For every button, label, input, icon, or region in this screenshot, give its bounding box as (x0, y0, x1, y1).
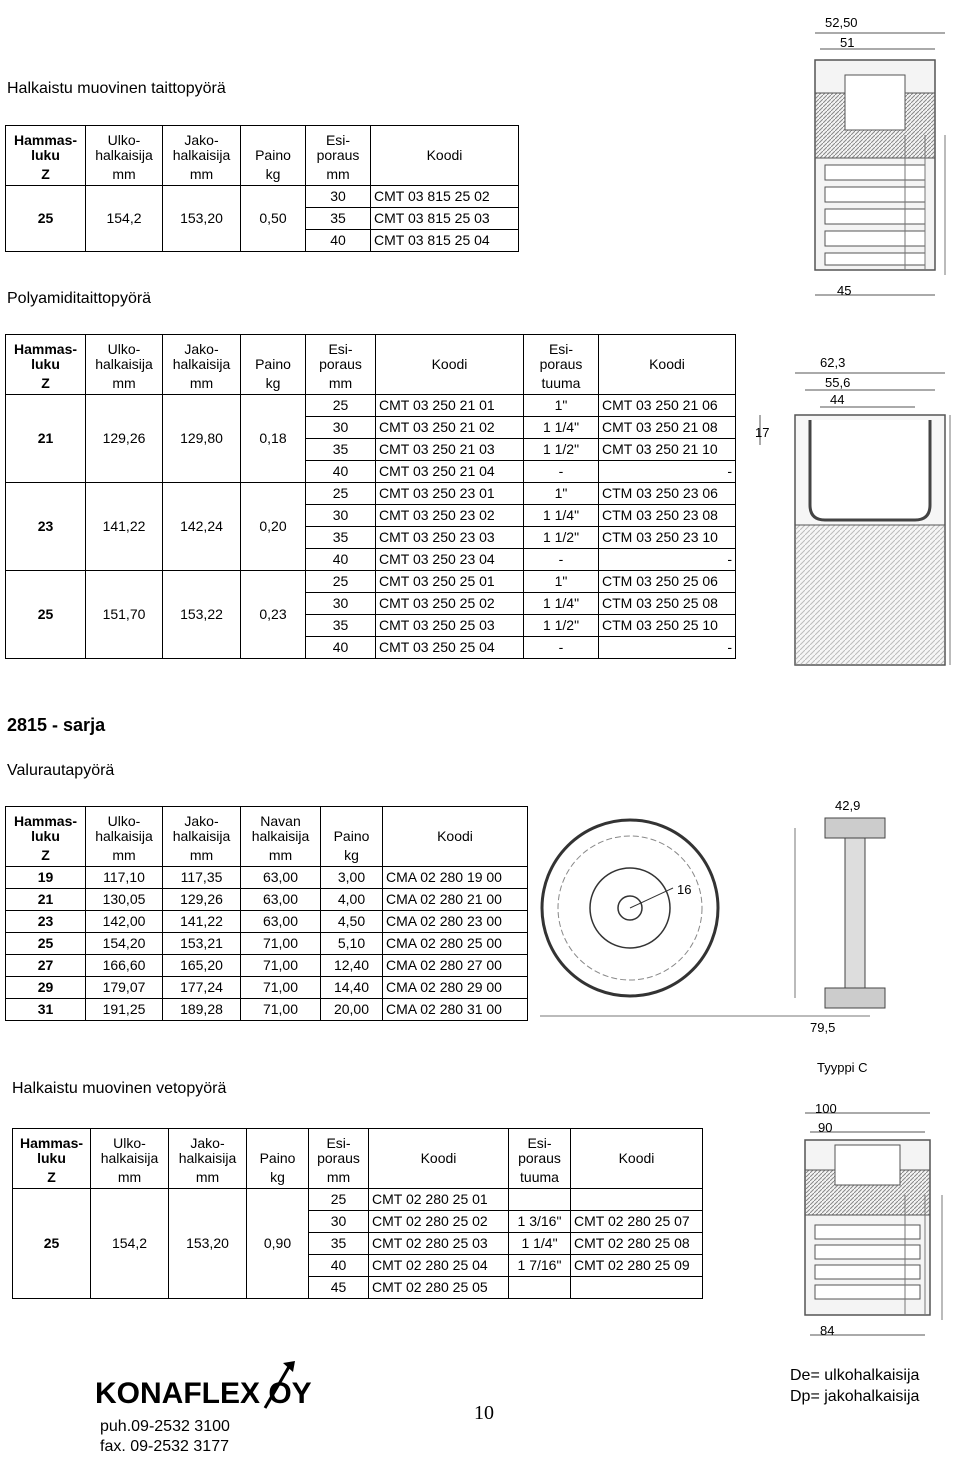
header-cell: Jako- halkaisija (163, 126, 241, 164)
header-cell: Esi- poraus (524, 335, 599, 373)
table-row: 40 CMT 02 280 25 04 1 7/16" CMT 02 280 25 09 (13, 1255, 703, 1277)
header-cell: Hammas- luku (13, 1129, 91, 1167)
table-row: 40 CMT 03 250 21 04 - - (6, 461, 736, 483)
table-row: 30 CMT 02 280 25 02 1 3/16" CMT 02 280 25 07 (13, 1211, 703, 1233)
dim-label: 84 (820, 1323, 835, 1338)
header-cell: Hammas- luku (6, 335, 86, 373)
header-cell: Ulko- halkaisija (86, 126, 163, 164)
legend-de: De= ulkohalkaisija (790, 1367, 920, 1384)
header-cell: Koodi (571, 1129, 703, 1167)
dim-label: 16 (677, 882, 692, 897)
header-cell: Ulko- halkaisija (86, 807, 163, 845)
section3-table (5, 806, 528, 1021)
phone-number: puh.09-2532 3100 (100, 1418, 230, 1435)
table-row: 40 CMT 03 815 25 04 (6, 230, 519, 252)
header-cell: Hammas- luku (6, 807, 86, 845)
table-row: 25 154,2 153,20 0,90 25 CMT 02 280 25 01 (13, 1189, 703, 1211)
table-row: 25 154,2 153,20 0,50 30 CMT 03 815 25 02 (6, 186, 519, 208)
dim-label: 100 (815, 1101, 837, 1116)
table-row: 29 179,07 177,24 71,00 14,40 CMA 02 280 29 00 (6, 977, 528, 999)
header-cell: Koodi (383, 807, 528, 845)
table-row: 21 129,26 129,80 0,18 25 CMT 03 250 21 01 1" CMT 03 250 21 06 (6, 395, 736, 417)
table-row: 19 117,10 117,35 63,00 3,00 CMA 02 280 19 00 (6, 867, 528, 889)
section4-title: Halkaistu muovinen vetopyörä (12, 1080, 227, 1097)
header-cell: Koodi (599, 335, 736, 373)
table-row: 27 166,60 165,20 71,00 12,40 CMA 02 280 27 00 (6, 955, 528, 977)
dim-label: 62,3 (820, 355, 846, 370)
dim-label: 55,6 (825, 375, 851, 390)
page-number: 10 (474, 1402, 494, 1424)
units-row: Z mm mm kg mm tuuma (13, 1167, 703, 1189)
table-row: 30 CMT 03 250 25 02 1 1/4" CTM 03 250 25 08 (6, 593, 736, 615)
type-label: Tyyppi C (817, 1060, 868, 1075)
table-row: 35 CMT 03 250 23 03 1 1/2" CTM 03 250 23 10 (6, 527, 736, 549)
header-cell: Esi- poraus (306, 126, 371, 164)
dim-label: 44 (830, 392, 845, 407)
table-row: 35 CMT 02 280 25 03 1 1/4" CMT 02 280 25 08 (13, 1233, 703, 1255)
cast-iron-sprocket-drawing (525, 798, 905, 1038)
header-cell: Koodi (376, 335, 524, 373)
dim-label: 90 (818, 1120, 833, 1135)
table-row: 21 130,05 129,26 63,00 4,00 CMA 02 280 21 00 (6, 889, 528, 911)
header-cell: Paino (241, 126, 306, 164)
gear-wheel-icon (542, 820, 718, 996)
table-row: 31 191,25 189,28 71,00 20,00 CMA 02 280 31 00 (6, 999, 528, 1021)
table-row: 25 154,20 153,21 71,00 5,10 CMA 02 280 25 00 (6, 933, 528, 955)
split-plastic-sprocket-drawing (795, 15, 955, 305)
header-cell: Jako- halkaisija (163, 335, 241, 373)
dim-label: 45 (837, 283, 852, 298)
header-cell: Paino (241, 335, 306, 373)
table-row: 23 141,22 142,24 0,20 25 CMT 03 250 23 01 1" CTM 03 250 23 06 (6, 483, 736, 505)
section3-title: Valurautapyörä (7, 762, 115, 779)
header-cell: Ulko- halkaisija (86, 335, 163, 373)
header-cell: Ulko- halkaisija (91, 1129, 169, 1167)
table-row: 35 CMT 03 250 25 03 1 1/2" CTM 03 250 25 10 (6, 615, 736, 637)
dim-label: 52,50 (825, 15, 858, 30)
table-row: 35 CMT 03 250 21 03 1 1/2" CMT 03 250 21 10 (6, 439, 736, 461)
header-cell: Esi- poraus (509, 1129, 571, 1167)
header-cell: Esi- poraus (309, 1129, 369, 1167)
section2-title: Polyamiditaittopyörä (7, 290, 152, 307)
table-row: 40 CMT 03 250 23 04 - - (6, 549, 736, 571)
table-row: 30 CMT 03 250 23 02 1 1/4" CTM 03 250 23 08 (6, 505, 736, 527)
table-row: 45 CMT 02 280 25 05 (13, 1277, 703, 1299)
header-cell: Jako- halkaisija (163, 807, 241, 845)
header-cell: Jako- halkaisija (169, 1129, 247, 1167)
header-cell: Koodi (369, 1129, 509, 1167)
header-cell: Paino (321, 807, 383, 845)
polyamide-sprocket-drawing (755, 345, 955, 675)
dim-label: 17 (755, 425, 770, 440)
header-cell: Esi- poraus (306, 335, 376, 373)
table-row: 30 CMT 03 250 21 02 1 1/4" CMT 03 250 21 08 (6, 417, 736, 439)
units-row: Z mm mm kg mm tuuma (6, 373, 736, 395)
table-row: 25 151,70 153,22 0,23 25 CMT 03 250 25 01 1" CTM 03 250 25 06 (6, 571, 736, 593)
table-row: 40 CMT 03 250 25 04 - - (6, 637, 736, 659)
table-row: 23 142,00 141,22 63,00 4,50 CMA 02 280 23 00 (6, 911, 528, 933)
header-cell: Hammas- luku (6, 126, 86, 164)
section1-title: Halkaistu muovinen taittopyörä (7, 80, 226, 97)
dim-label: 79,5 (810, 1020, 836, 1035)
dim-label: 42,9 (835, 798, 861, 813)
series-title: 2815 - sarja (7, 715, 106, 735)
header-cell: Paino (247, 1129, 309, 1167)
section2-table (5, 334, 736, 659)
section1-table (5, 125, 519, 252)
units-row: Z mm mm kg mm (6, 164, 519, 186)
section4-table (12, 1128, 703, 1299)
logo-text: KONAFLEX OY (95, 1377, 312, 1410)
header-cell: Koodi (371, 126, 519, 164)
split-drive-sprocket-drawing (790, 1085, 950, 1345)
header-cell: Navan halkaisija (241, 807, 321, 845)
dim-label: 51 (840, 35, 855, 50)
units-row: Z mm mm mm kg (6, 845, 528, 867)
legend-dp: Dp= jakohalkaisija (790, 1388, 920, 1405)
fax-number: fax. 09-2532 3177 (100, 1438, 229, 1455)
table-row: 35 CMT 03 815 25 03 (6, 208, 519, 230)
company-logo (95, 1360, 325, 1410)
